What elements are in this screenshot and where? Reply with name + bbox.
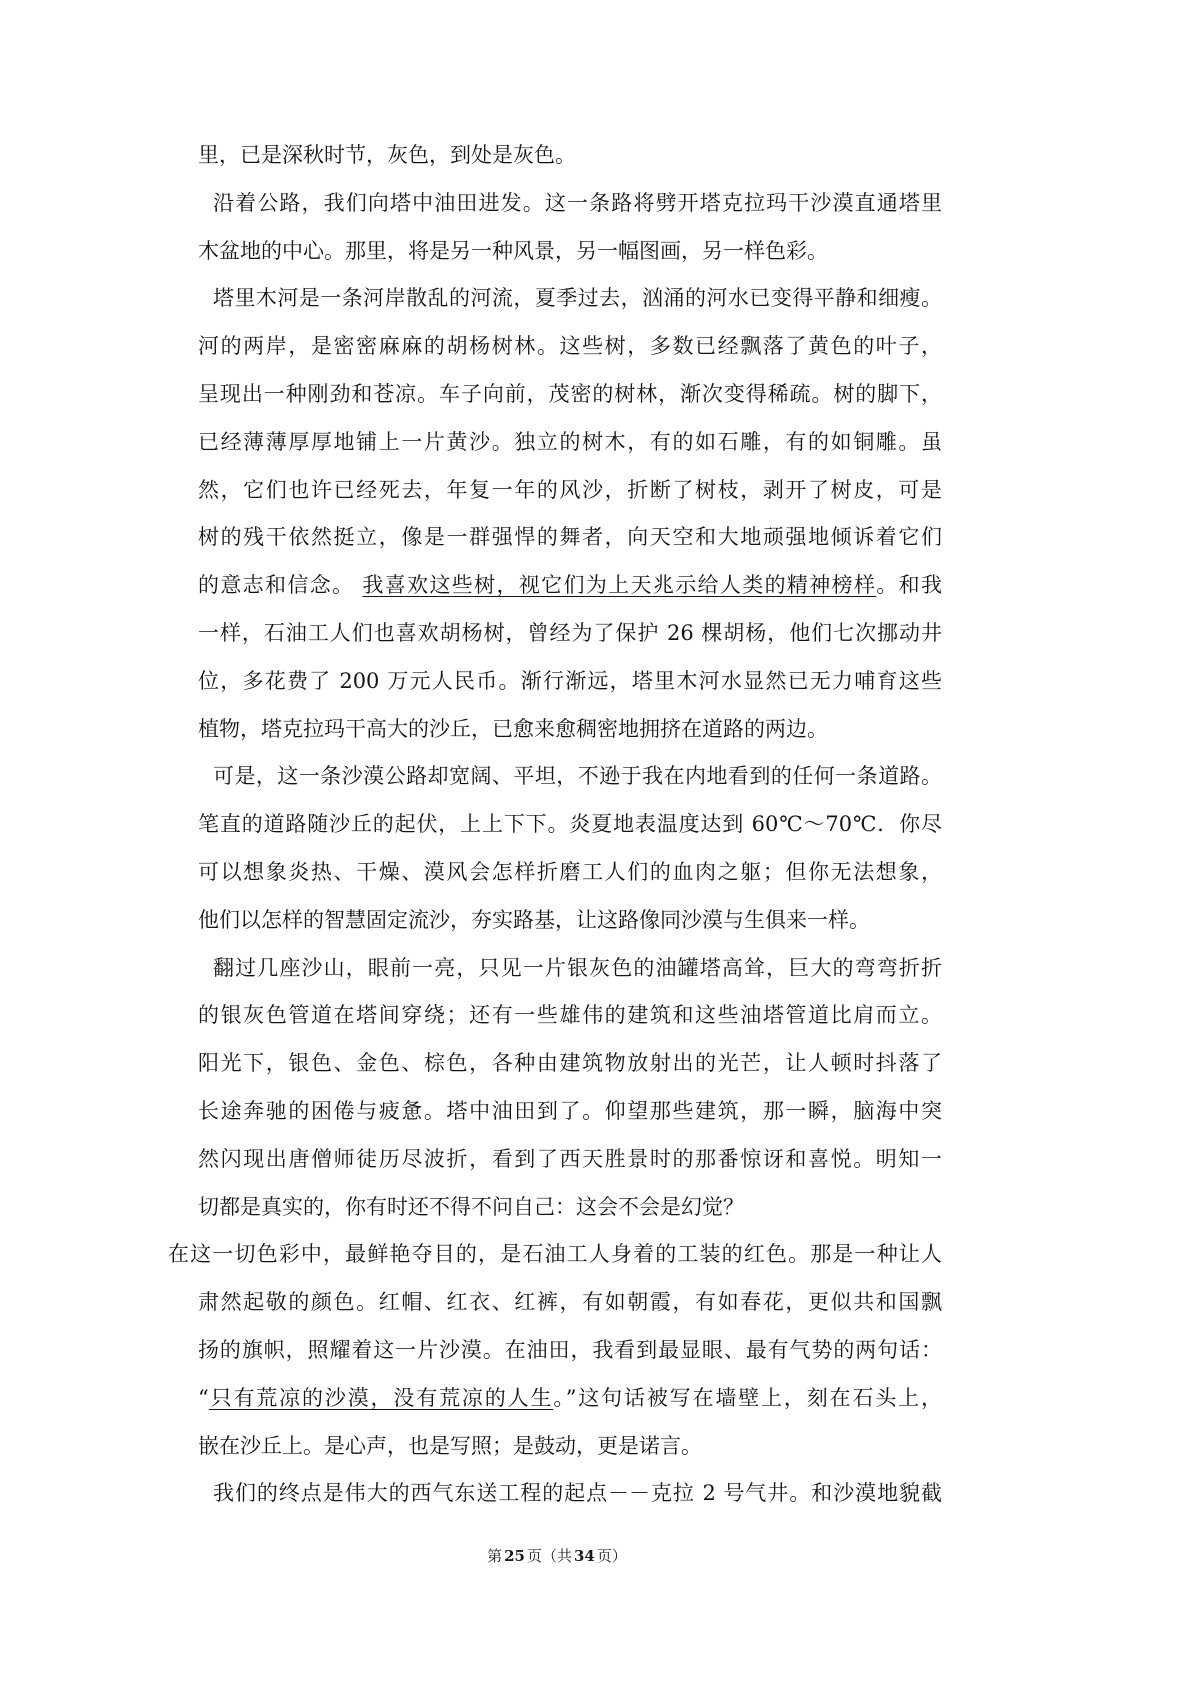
line-text: 。和我 — [876, 573, 942, 597]
line-text: 阳光下，银色、金色、棕色，各种由建筑物放射出的光芒，让人顿时抖落了 — [198, 1051, 942, 1075]
text-line — [198, 427, 942, 457]
line-text: 他们以怎样的智慧固定流沙，夯实路基，让这路像同沙漠与生俱来一样。 — [198, 908, 870, 932]
text-line — [198, 809, 942, 839]
line-text: 里，已是深秋时节，灰色，到处是灰色。 — [198, 143, 576, 167]
text-line — [198, 1144, 942, 1174]
line-text: 笔直的道路随沙丘的起伏，上上下下。炎夏地表温度达到 60℃～70℃．你尽 — [198, 812, 942, 836]
text-line — [198, 522, 942, 552]
text-line — [198, 857, 942, 887]
line-text: 树的残干依然挺立，像是一群强悍的舞者，向天空和大地顽强地倾诉着它们 — [198, 525, 942, 549]
line-text: 塔里木河是一条河岸散乱的河流，夏季过去，汹涌的河水已变得平静和细瘦。 — [213, 286, 942, 310]
text-line — [198, 1287, 942, 1317]
line-text: 呈现出一种刚劲和苍凉。车子向前，茂密的树林，渐次变得稀疏。树的脚下， — [198, 382, 942, 406]
line-text: “ — [198, 1386, 209, 1410]
line-text: 长途奔驰的困倦与疲惫。塔中油田到了。仰望那些建筑，那一瞬，脑海中突 — [198, 1099, 942, 1123]
text-line — [198, 331, 942, 361]
text-line — [198, 1335, 942, 1365]
text-line — [213, 188, 942, 218]
line-text: 然闪现出唐僧师徒历尽波折，看到了西天胜景时的那番惊讶和喜悦。明知一 — [198, 1147, 942, 1171]
footer-middle: 页（共 — [526, 1547, 572, 1565]
line-text: 位，多花费了 200 万元人民币。渐行渐远，塔里木河水显然已无力哺育这些 — [198, 669, 942, 693]
text-line — [168, 1239, 942, 1269]
line-text: 可是，这一条沙漠公路却宽阔、平坦，不逊于我在内地看到的任何一条道路。 — [213, 764, 942, 788]
line-text: 植物，塔克拉玛干高大的沙丘，已愈来愈稠密地拥挤在道路的两边。 — [198, 717, 828, 741]
text-line — [213, 761, 942, 791]
underlined-sentence: 我喜欢这些树，视它们为上天兆示给人类的精神榜样 — [362, 573, 877, 597]
footer-prefix: 第 — [487, 1547, 503, 1565]
line-text: 嵌在沙丘上。是心声，也是写照；是鼓动，更是诺言。 — [198, 1434, 702, 1458]
text-line — [213, 1478, 942, 1508]
line-text: 切都是真实的，你有时还不得不问自己：这会不会是幻觉？ — [198, 1195, 744, 1219]
text-line — [213, 283, 942, 313]
text-line — [198, 618, 942, 648]
line-text: 木盆地的中心。那里，将是另一种风景，另一幅图画，另一样色彩。 — [198, 239, 828, 263]
line-text: 沿着公路，我们向塔中油田进发。这一条路将劈开塔克拉玛干沙漠直通塔里 — [213, 191, 942, 215]
text-line — [198, 666, 942, 696]
line-text: 可以想象炎热、干燥、漠风会怎样折磨工人们的血肉之躯；但你无法想象， — [198, 860, 942, 884]
text-line — [198, 140, 942, 170]
line-text: 河的两岸，是密密麻麻的胡杨树林。这些树，多数已经飘落了黄色的叶子， — [198, 334, 942, 358]
line-text: 一样，石油工人们也喜欢胡杨树，曾经为了保护 26 棵胡杨，他们七次挪动井 — [198, 621, 942, 645]
text-line — [198, 1096, 942, 1126]
text-line — [198, 905, 942, 935]
text-line — [198, 1000, 942, 1030]
line-text: 的意志和信念。 — [198, 573, 363, 597]
text-line — [198, 570, 942, 600]
line-text: 肃然起敬的颜色。红帽、红衣、红裤，有如朝霞，有如春花，更似共和国飘 — [198, 1290, 942, 1314]
text-line — [213, 953, 942, 983]
text-line — [198, 1048, 942, 1078]
line-text: 翻过几座沙山，眼前一亮，只见一片银灰色的油罐塔高耸，巨大的弯弯折折 — [213, 956, 942, 980]
current-page-number: 25 — [504, 1547, 525, 1565]
text-line — [198, 236, 942, 266]
page-footer — [457, 1545, 657, 1567]
line-text: 。”这句话被写在墙壁上，刻在石头上， — [553, 1386, 943, 1410]
line-text: 然，它们也许已经死去，年复一年的风沙，折断了树枝，剥开了树皮，可是 — [198, 478, 942, 502]
text-line — [198, 714, 942, 744]
line-text: 在这一切色彩中，最鲜艳夺目的，是石油工人身着的工装的红色。那是一种让人 — [168, 1242, 942, 1266]
line-text: 已经薄薄厚厚地铺上一片黄沙。独立的树木，有的如石雕，有的如铜雕。虽 — [198, 430, 942, 454]
text-line — [198, 1192, 942, 1222]
text-line — [198, 1431, 942, 1461]
text-line — [198, 475, 942, 505]
line-text: 我们的终点是伟大的西气东送工程的起点－－克拉 2 号气井。和沙漠地貌截 — [213, 1481, 942, 1505]
line-text: 扬的旗帜，照耀着这一片沙漠。在油田，我看到最显眼、最有气势的两句话： — [198, 1338, 942, 1362]
underlined-quote: 只有荒凉的沙漠，没有荒凉的人生 — [208, 1386, 554, 1410]
footer-suffix: 页） — [596, 1547, 627, 1565]
line-text: 的银灰色管道在塔间穿绕；还有一些雄伟的建筑和这些油塔管道比肩而立。 — [198, 1003, 942, 1027]
text-line — [198, 1383, 942, 1413]
text-line — [198, 379, 942, 409]
total-page-count: 34 — [574, 1547, 595, 1565]
